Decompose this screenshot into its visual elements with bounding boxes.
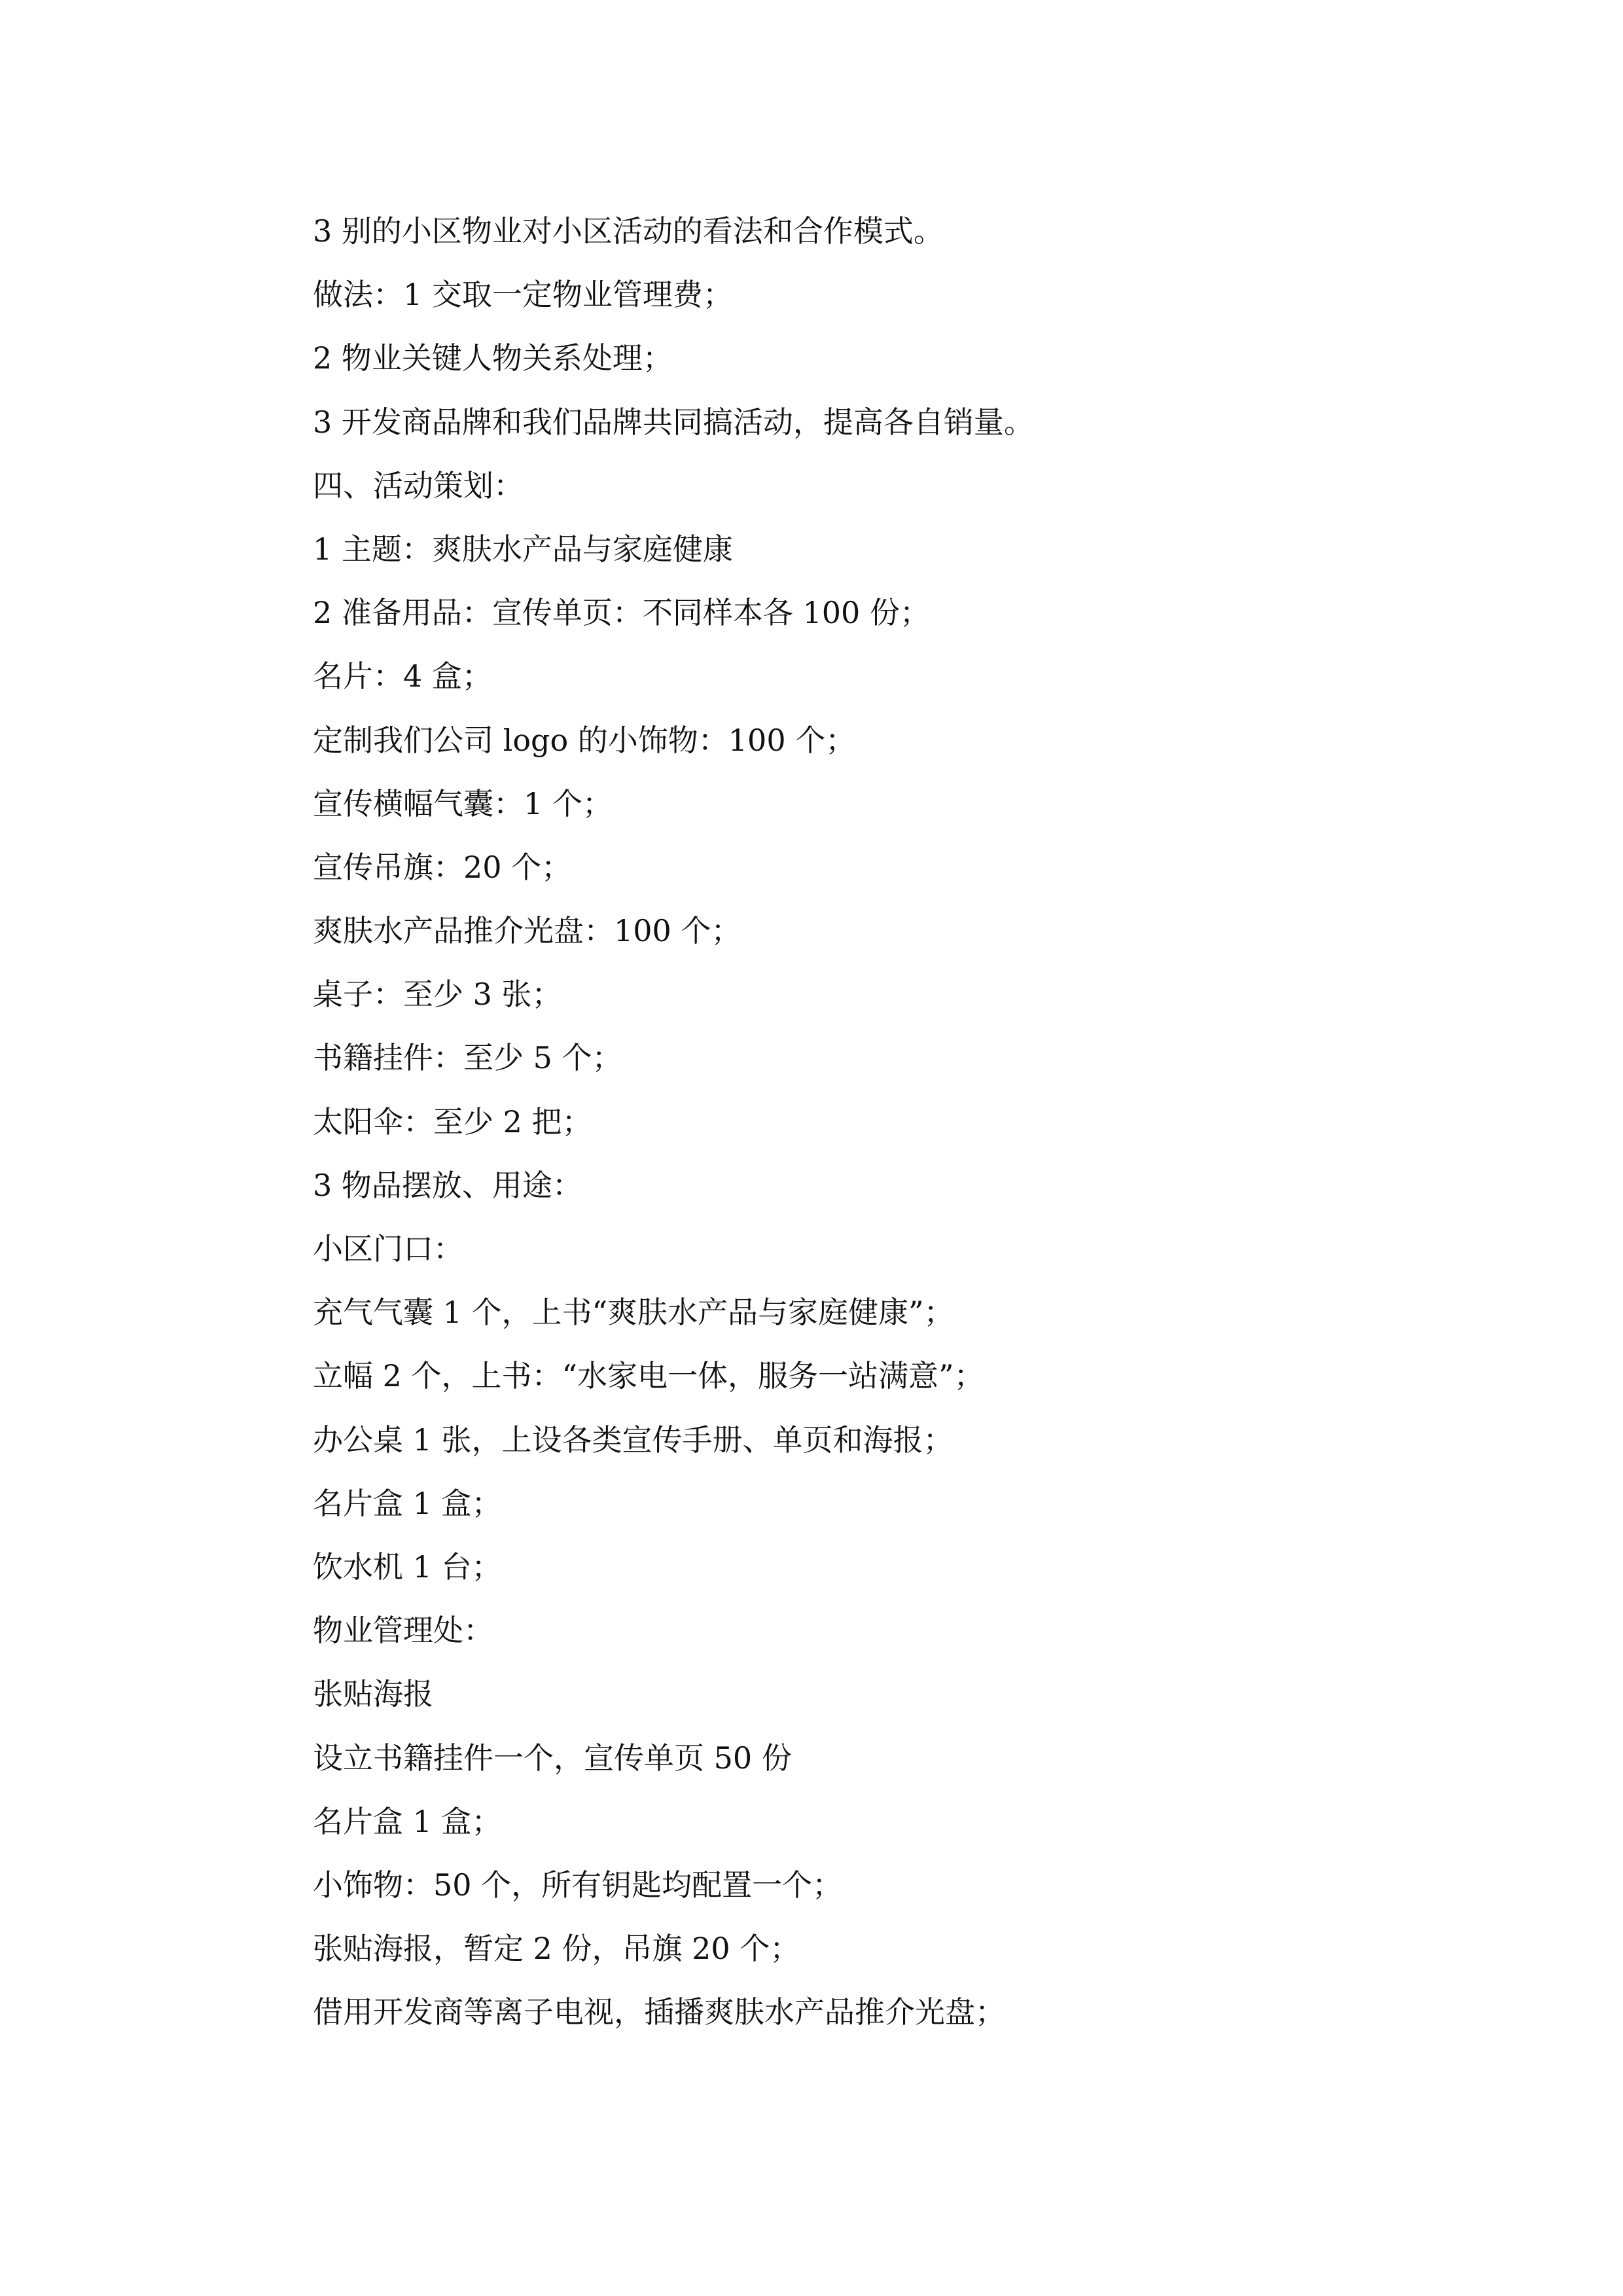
text-line: 饮水机 1 台； — [313, 1549, 502, 1585]
text-line: 小饰物：50 个，所有钥匙均配置一个； — [313, 1867, 843, 1903]
text-line: 书籍挂件：至少 5 个； — [313, 1040, 622, 1076]
text-line: 小区门口： — [313, 1231, 463, 1266]
text-line: 充气气囊 1 个，上书“爽肤水产品与家庭健康”； — [313, 1295, 954, 1331]
text-line: 爽肤水产品推介光盘：100 个； — [313, 913, 741, 949]
text-line: 宣传横幅气囊：1 个； — [313, 785, 613, 821]
text-line: 3 开发商品牌和我们品牌共同搞活动，提高各自销量。 — [313, 404, 1034, 440]
text-line: 立幅 2 个，上书：“水家电一体，服务一站满意”； — [313, 1358, 984, 1394]
text-line: 定制我们公司 logo 的小饰物：100 个； — [313, 722, 856, 758]
text-line: 1 主题：爽肤水产品与家庭健康 — [313, 531, 733, 567]
text-line: 桌子：至少 3 张； — [313, 977, 562, 1013]
text-line: 3 物品摆放、用途： — [313, 1167, 582, 1203]
text-line: 名片：4 盒； — [313, 658, 492, 694]
text-line: 张贴海报 — [313, 1676, 433, 1712]
text-line: 物业管理处： — [313, 1613, 493, 1649]
text-line: 办公桌 1 张，上设各类宣传手册、单页和海报； — [313, 1422, 954, 1458]
text-line: 2 准备用品：宣传单页：不同样本各 100 份； — [313, 595, 930, 631]
text-line: 名片盒 1 盒； — [313, 1803, 502, 1839]
text-line: 设立书籍挂件一个，宣传单页 50 份 — [313, 1740, 792, 1776]
text-line: 名片盒 1 盒； — [313, 1485, 502, 1521]
text-line: 宣传吊旗：20 个； — [313, 849, 572, 885]
body-text — [313, 208, 1334, 2053]
text-line: 3 别的小区物业对小区活动的看法和合作模式。 — [313, 213, 944, 249]
text-line: 借用开发商等离子电视，插播爽肤水产品推介光盘； — [313, 1994, 1005, 2030]
text-line: 2 物业关键人物关系处理； — [313, 340, 673, 376]
section-heading: 四、活动策划： — [313, 467, 524, 503]
text-line: 张贴海报，暂定 2 份，吊旗 20 个； — [313, 1931, 800, 1967]
text-line: 做法：1 交取一定物业管理费； — [313, 277, 733, 313]
text-line: 太阳伞：至少 2 把； — [313, 1103, 592, 1139]
